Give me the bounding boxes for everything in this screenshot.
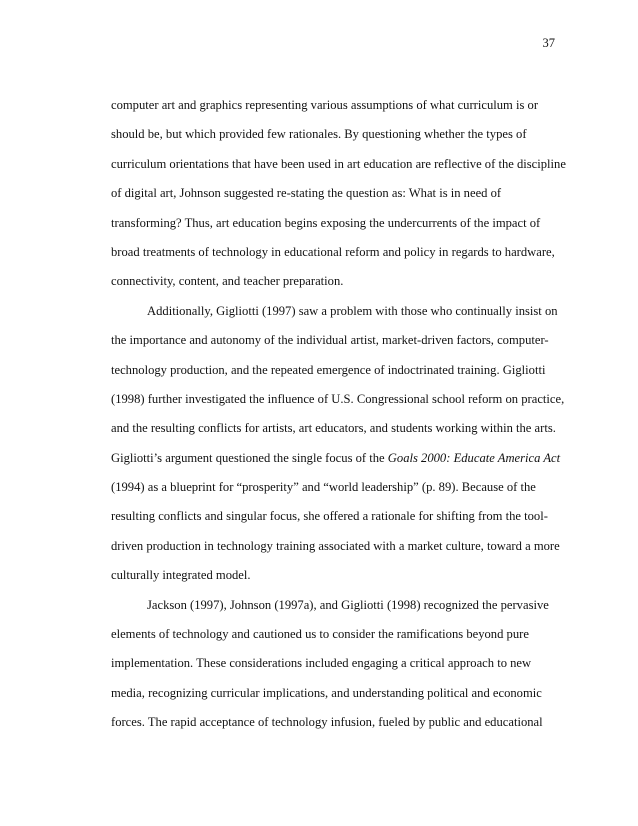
text-line: [111, 241, 561, 270]
text-line-content: culturally integrated model.: [111, 568, 251, 583]
body-text: [111, 94, 566, 741]
text-line: [111, 94, 561, 123]
text-line-content: should be, but which provided few rationales. By questioning whether the types of: [111, 127, 527, 142]
italic-title: Goals 2000: Educate America Act: [387, 450, 561, 465]
text-line-content: connectivity, content, and teacher preparation.: [111, 274, 344, 289]
text-line-content: forces. The rapid acceptance of technology infusion, fueled by public and educational: [111, 715, 543, 730]
text-line: [111, 359, 561, 388]
text-line-content: and the resulting conflicts for artists, art educators, and students working within the arts.: [111, 421, 556, 436]
text-line: [111, 476, 561, 505]
text-line: [111, 329, 561, 358]
text-line-content: media, recognizing curricular implications, and understanding political and economic: [111, 685, 542, 700]
text-line: [111, 270, 561, 299]
text-line: [111, 300, 561, 329]
text-line-content: Gigliotti’s argument questioned the single focus of the: [111, 450, 388, 465]
text-line: [111, 153, 566, 182]
text-line: [111, 388, 565, 417]
text-line-content: the importance and autonomy of the individual artist, market-driven factors, computer-: [111, 333, 549, 348]
text-line-content: of digital art, Johnson suggested re-stating the question as: What is in need of: [111, 186, 502, 201]
text-line-content: resulting conflicts and singular focus, she offered a rationale for shifting from the tool-: [111, 509, 548, 524]
text-line-content: implementation. These considerations included engaging a critical approach to new: [111, 656, 532, 671]
text-line: [111, 182, 561, 211]
text-line-content: technology production, and the repeated emergence of indoctrinated training. Gigliotti: [111, 362, 546, 377]
text-line-content: transforming? Thus, art education begins exposing the undercurrents of the impact of: [111, 215, 541, 230]
text-line: [111, 505, 561, 534]
text-line-content: (1998) further investigated the influence of U.S. Congressional school reform on practice,: [111, 391, 565, 406]
text-line-content: driven production in technology training associated with a market culture, toward a more: [111, 538, 560, 553]
text-line-content: (1994) as a blueprint for “prosperity” and “world leadership” (p. 89). Because of the: [111, 480, 536, 495]
page-number: 37: [542, 36, 555, 50]
text-line: [111, 564, 561, 593]
text-line: [111, 447, 561, 476]
text-line-content: computer art and graphics representing various assumptions of what curriculum is or: [111, 98, 539, 112]
text-line: [111, 535, 561, 564]
text-line-content: broad treatments of technology in educational reform and policy in regards to hardware,: [111, 244, 555, 259]
text-line: [111, 711, 561, 740]
text-line: [111, 212, 561, 241]
text-line-content: Additionally, Gigliotti (1997) saw a problem with those who continually insist on: [147, 303, 558, 318]
text-line-content: curriculum orientations that have been used in art education are reflective of the discipline: [111, 156, 566, 171]
text-line: [111, 417, 561, 446]
text-line: [111, 652, 561, 681]
text-line: [111, 123, 561, 152]
text-line: [111, 623, 561, 652]
text-line-content: elements of technology and cautioned us to consider the ramifications beyond pure: [111, 627, 529, 642]
text-line: [111, 594, 561, 623]
text-line: [111, 682, 561, 711]
text-line-content: Jackson (1997), Johnson (1997a), and Gigliotti (1998) recognized the pervasive: [147, 597, 549, 612]
